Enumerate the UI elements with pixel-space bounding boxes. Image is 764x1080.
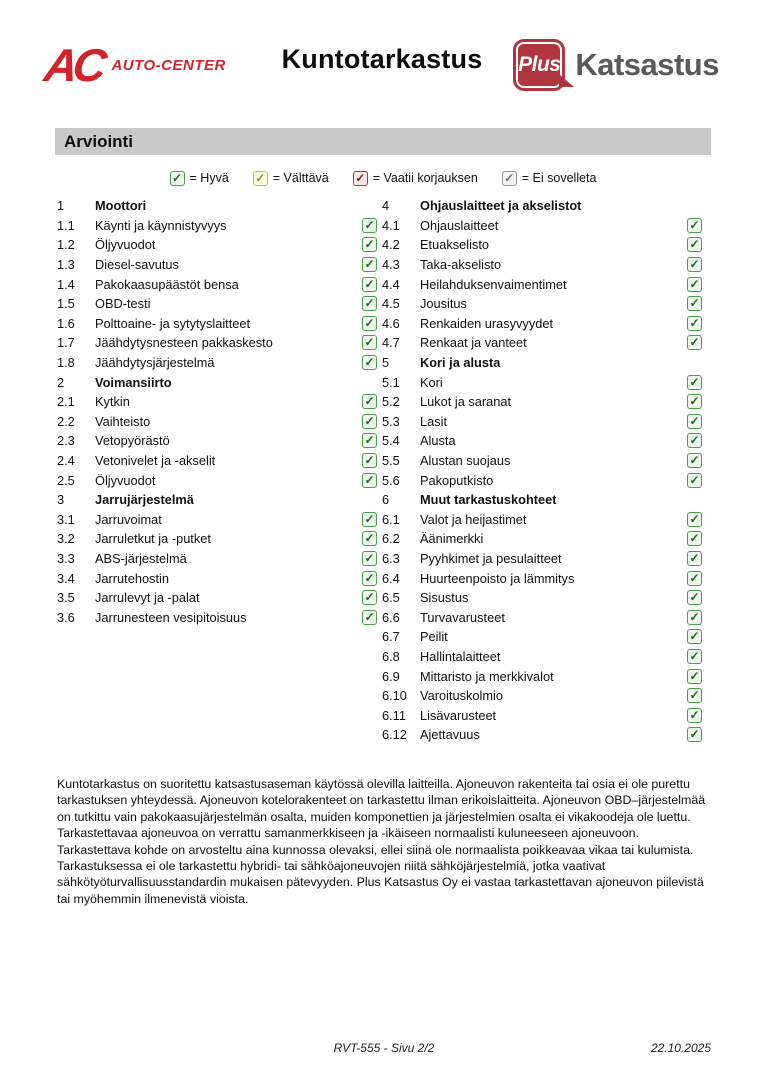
checklist-item [57, 607, 377, 627]
checklist-item [382, 568, 702, 588]
item-label: Jousitus [420, 296, 467, 312]
checklist-item [57, 529, 377, 549]
checklist-item [57, 392, 377, 412]
checklist-item [57, 353, 377, 373]
item-number: 6.3 [382, 550, 400, 566]
item-label: Käynti ja käynnistyvyys [95, 217, 227, 233]
item-label: Jäähdytysnesteen pakkaskesto [95, 335, 273, 351]
checklist-item [382, 431, 702, 451]
item-number: 1.1 [57, 217, 75, 233]
item-status-slot [685, 237, 702, 252]
item-number: 6.7 [382, 629, 400, 645]
checkbox-good-icon: ✓ [687, 375, 702, 390]
item-number: 3.4 [57, 570, 75, 586]
item-status-slot [360, 394, 377, 409]
item-number: 2.1 [57, 394, 75, 410]
item-status-slot [360, 355, 377, 370]
checkbox-good-icon: ✓ [687, 414, 702, 429]
item-number: 4.6 [382, 315, 400, 331]
item-number: 1.5 [57, 296, 75, 312]
item-number: 3.3 [57, 550, 75, 566]
item-status-slot [360, 453, 377, 468]
item-status-slot [360, 414, 377, 429]
item-label: Etuakselisto [420, 237, 489, 253]
item-number: 5.6 [382, 472, 400, 488]
item-number: 5.4 [382, 433, 400, 449]
item-number: 6.10 [382, 688, 407, 704]
item-status-slot [685, 218, 702, 233]
item-number: 2.3 [57, 433, 75, 449]
checklist-item [382, 705, 702, 725]
item-label: Jarruletkut ja -putket [95, 531, 211, 547]
item-number: 1.7 [57, 335, 75, 351]
item-number: 4 [382, 198, 390, 214]
checklist-item [382, 510, 702, 530]
item-label: Valot ja heijastimet [420, 511, 527, 527]
page-title: Kuntotarkastus [281, 44, 483, 74]
item-status-slot [360, 531, 377, 546]
checkbox-good-icon: ✓ [687, 218, 702, 233]
item-number: 1.4 [57, 276, 75, 292]
checklist-section-header [57, 490, 377, 510]
checklist-item [57, 510, 377, 530]
item-status-slot [360, 433, 377, 448]
item-label: Lasit [420, 413, 448, 429]
checklist-column-left [57, 196, 377, 627]
checkbox-good-icon: ✓ [687, 629, 702, 644]
checkbox-good-icon: ✓ [687, 531, 702, 546]
legend-label: = Ei sovelleta [521, 171, 597, 185]
checklist-item [57, 294, 377, 314]
checklist-item [57, 255, 377, 275]
checklist-column-right [382, 196, 702, 745]
checklist-item [57, 588, 377, 608]
item-status-slot [685, 610, 702, 625]
checkbox-good-icon: ✓ [687, 708, 702, 723]
checkbox-good-icon: ✓ [687, 649, 702, 664]
checkbox-good-icon: ✓ [687, 512, 702, 527]
report-date: 22.10.2025 [650, 1041, 711, 1055]
item-status-slot [685, 335, 702, 350]
item-number: 6.2 [382, 531, 400, 547]
legend-label: = Välttävä [272, 171, 329, 185]
item-status-slot [685, 571, 702, 586]
item-label: Hallintalaitteet [420, 648, 501, 664]
checklist-item [382, 314, 702, 334]
checkbox-repair-icon: ✓ [353, 171, 368, 186]
checkbox-good-icon: ✓ [362, 590, 377, 605]
item-label: Vetonivelet ja -akselit [95, 453, 216, 469]
checklist-section-header [382, 196, 702, 216]
item-label: OBD-testi [95, 296, 151, 312]
checklist-item [382, 216, 702, 236]
item-status-slot [685, 727, 702, 742]
item-status-slot [685, 669, 702, 684]
checklist-item [57, 333, 377, 353]
item-label: Pakokaasupäästöt bensa [95, 276, 239, 292]
checkbox-good-icon: ✓ [687, 727, 702, 742]
checkbox-good-icon: ✓ [687, 590, 702, 605]
item-number: 2.5 [57, 472, 75, 488]
checklist-item [57, 314, 377, 334]
checkbox-na-icon: ✓ [502, 171, 517, 186]
item-number: 6.12 [382, 727, 407, 743]
item-label: Vaihteisto [95, 413, 151, 429]
item-status-slot [360, 610, 377, 625]
item-label: Jarrunesteen vesipitoisuus [95, 609, 247, 625]
checkbox-good-icon: ✓ [362, 335, 377, 350]
report-header [41, 36, 719, 100]
item-status-slot [360, 218, 377, 233]
checklist-item [382, 647, 702, 667]
item-status-slot [685, 629, 702, 644]
item-number: 6.4 [382, 570, 400, 586]
item-label: Alusta [420, 433, 456, 449]
item-number: 4.4 [382, 276, 400, 292]
item-status-slot [685, 473, 702, 488]
legend-item-good [170, 171, 229, 186]
item-label: Turvavarusteet [420, 609, 505, 625]
checklist-item [57, 549, 377, 569]
item-status-slot [685, 277, 702, 292]
checkbox-good-icon: ✓ [362, 257, 377, 272]
checkbox-good-icon: ✓ [362, 610, 377, 625]
item-number: 5.2 [382, 394, 400, 410]
plus-badge-text: Plus [518, 53, 561, 76]
item-label: Jarruvoimat [95, 511, 162, 527]
item-number: 3.2 [57, 531, 75, 547]
item-label: Varoituskolmio [420, 688, 503, 704]
item-number: 2.4 [57, 453, 75, 469]
checkbox-good-icon: ✓ [362, 531, 377, 546]
auto-center-logo-text: AUTO-CENTER [111, 56, 226, 74]
item-number: 5.1 [382, 374, 400, 390]
item-number: 3.1 [57, 511, 75, 527]
checkbox-good-icon: ✓ [687, 316, 702, 331]
item-status-slot [685, 394, 702, 409]
item-label: Jarrutehostin [95, 570, 169, 586]
item-label: Huurteenpoisto ja lämmitys [420, 570, 575, 586]
checklist-item [382, 725, 702, 745]
checkbox-good-icon: ✓ [170, 171, 185, 186]
item-number: 5.3 [382, 413, 400, 429]
item-number: 3.6 [57, 609, 75, 625]
checkbox-good-icon: ✓ [362, 218, 377, 233]
disclaimer-text: Kuntotarkastus on suoritettu katsastusaseman käytössä olevilla laitteilla. Ajoneuvon rakenteita tai osia ei ole purettu tarkastuksen yhteydessä. Ajoneuvon kotelorakenteet on tarkastettu ilman erikoislaitteita. Ajoneuvon OBD–järjestelmää on tutkittu vain pakokaasujärjestelmän osalta, muiden komponettien ja järjestelmien osalta ei vikakoodeja ole luettu. Tarkastettavaa ajoneuvoa on verrattu samanmerkkiseen ja -ikäiseen normaalisti kuluneeseen ajoneuvoon. Tarkastettava kohde on arvosteltu aina kunnossa olevaksi, ellei siinä ole normaalista poikkeavaa vikaa tai kulumista. Tarkastuksessa ei ole tarkastettu hybridi- tai sähköajoneuvojen niitä sähköjärjestelmiä, jotka vaativat sähkötyöturvallisuusstandardin mukaisen pätevyyden. Plus Katsastus Oy ei vastaa tarkastettavan ajoneuvon piilevistä tai myöhemmin ilmenevistä vioista. [57, 777, 706, 906]
checklist-section-header [57, 196, 377, 216]
item-label: Diesel-savutus [95, 257, 179, 273]
item-number: 1.8 [57, 355, 75, 371]
item-status-slot [360, 512, 377, 527]
item-label: Kori [420, 374, 443, 390]
item-label: Jäähdytysjärjestelmä [95, 355, 215, 371]
checkbox-good-icon: ✓ [362, 512, 377, 527]
checkbox-good-icon: ✓ [687, 453, 702, 468]
item-label: Ohjauslaitteet ja akselistot [420, 198, 582, 214]
legend-label: = Hyvä [189, 171, 229, 185]
checkbox-good-icon: ✓ [362, 296, 377, 311]
section-header-arviointi [55, 128, 711, 155]
checkbox-good-icon: ✓ [687, 296, 702, 311]
item-status-slot [360, 571, 377, 586]
section-header-label: Arviointi [64, 131, 133, 151]
item-label: Moottori [95, 198, 147, 214]
item-label: Pakoputkisto [420, 472, 494, 488]
item-number: 6.9 [382, 668, 400, 684]
item-label: ABS-järjestelmä [95, 550, 187, 566]
item-number: 5 [382, 355, 390, 371]
item-label: Muut tarkastuskohteet [420, 492, 557, 508]
item-number: 3.5 [57, 590, 75, 606]
checkbox-good-icon: ✓ [362, 571, 377, 586]
item-number: 6.11 [382, 707, 406, 723]
item-label: Äänimerkki [420, 531, 484, 547]
item-number: 5.5 [382, 453, 400, 469]
checkbox-good-icon: ✓ [687, 277, 702, 292]
checklist-item [57, 431, 377, 451]
checkbox-good-icon: ✓ [687, 571, 702, 586]
legend-label: = Vaatii korjauksen [372, 171, 478, 185]
item-status-slot [360, 590, 377, 605]
item-label: Sisustus [420, 590, 469, 606]
legend-item-fair [253, 171, 329, 186]
checkbox-fair-icon: ✓ [253, 171, 268, 186]
checklist-item [382, 451, 702, 471]
checkbox-good-icon: ✓ [687, 669, 702, 684]
item-number: 4.1 [382, 217, 400, 233]
checklist-item [382, 274, 702, 294]
item-label: Polttoaine- ja sytytyslaitteet [95, 315, 251, 331]
item-label: Renkaat ja vanteet [420, 335, 527, 351]
status-legend [55, 169, 711, 187]
checklist-item [382, 627, 702, 647]
plus-badge-icon [513, 39, 565, 91]
checklist-item [382, 666, 702, 686]
item-status-slot [685, 531, 702, 546]
checkbox-good-icon: ✓ [687, 688, 702, 703]
checkbox-good-icon: ✓ [362, 394, 377, 409]
item-label: Jarrujärjestelmä [95, 492, 194, 508]
item-status-slot [685, 453, 702, 468]
item-status-slot [360, 237, 377, 252]
item-number: 6 [382, 492, 390, 508]
checkbox-good-icon: ✓ [687, 257, 702, 272]
item-label: Voimansiirto [95, 374, 172, 390]
item-status-slot [685, 316, 702, 331]
item-status-slot [360, 335, 377, 350]
item-status-slot [685, 688, 702, 703]
item-number: 3 [57, 492, 65, 508]
checkbox-good-icon: ✓ [362, 237, 377, 252]
checklist-item [57, 470, 377, 490]
item-status-slot [360, 473, 377, 488]
checkbox-good-icon: ✓ [687, 551, 702, 566]
item-status-slot [685, 512, 702, 527]
checklist-item [382, 372, 702, 392]
item-status-slot [685, 296, 702, 311]
item-label: Lukot ja saranat [420, 394, 512, 410]
checklist-item [382, 235, 702, 255]
item-number: 6.1 [382, 511, 400, 527]
item-label: Peilit [420, 629, 448, 645]
checklist-item [382, 549, 702, 569]
item-status-slot [685, 649, 702, 664]
checklist-item [382, 588, 702, 608]
item-number: 4.5 [382, 296, 400, 312]
plus-katsastus-logo [513, 36, 719, 94]
checkbox-good-icon: ✓ [362, 551, 377, 566]
auto-center-logo-icon: AC [41, 39, 106, 91]
checkbox-good-icon: ✓ [362, 316, 377, 331]
checkbox-good-icon: ✓ [687, 473, 702, 488]
checklist-item [382, 333, 702, 353]
item-label: Jarrulevyt ja -palat [95, 590, 200, 606]
checkbox-good-icon: ✓ [362, 414, 377, 429]
item-label: Ohjauslaitteet [420, 217, 499, 233]
checklist-item [57, 451, 377, 471]
checkbox-good-icon: ✓ [362, 277, 377, 292]
item-number: 6.5 [382, 590, 400, 606]
item-status-slot [360, 551, 377, 566]
checklist-section-header [382, 353, 702, 373]
item-number: 1.6 [57, 315, 75, 331]
item-number: 1 [57, 198, 65, 214]
item-number: 4.3 [382, 257, 400, 273]
page-footer [57, 1041, 711, 1057]
item-label: Kytkin [95, 394, 130, 410]
checklist-section-header [382, 490, 702, 510]
checkbox-good-icon: ✓ [362, 453, 377, 468]
item-label: Öljyvuodot [95, 472, 156, 488]
item-status-slot [685, 590, 702, 605]
item-label: Renkaiden urasyvyydet [420, 315, 554, 331]
item-number: 1.3 [57, 257, 75, 273]
checklist-item [57, 274, 377, 294]
item-number: 2.2 [57, 413, 75, 429]
checklist-item [382, 255, 702, 275]
item-label: Vetopyörästö [95, 433, 170, 449]
document-id-page-number: RVT-555 - Sivu 2/2 [333, 1041, 435, 1055]
item-status-slot [360, 257, 377, 272]
checkbox-good-icon: ✓ [362, 433, 377, 448]
checklist-item [57, 235, 377, 255]
checkbox-good-icon: ✓ [362, 473, 377, 488]
katsastus-logo-text: Katsastus [575, 47, 719, 82]
checklist-item [57, 568, 377, 588]
checkbox-good-icon: ✓ [362, 355, 377, 370]
item-number: 1.2 [57, 237, 75, 253]
item-status-slot [360, 316, 377, 331]
item-number: 4.7 [382, 335, 400, 351]
item-status-slot [685, 414, 702, 429]
checklist-item [382, 470, 702, 490]
item-label: Lisävarusteet [420, 707, 497, 723]
item-status-slot [685, 551, 702, 566]
checkbox-good-icon: ✓ [687, 394, 702, 409]
item-number: 4.2 [382, 237, 400, 253]
item-status-slot [685, 257, 702, 272]
item-label: Alustan suojaus [420, 453, 511, 469]
checkbox-good-icon: ✓ [687, 335, 702, 350]
item-label: Kori ja alusta [420, 355, 501, 371]
checklist-item [382, 529, 702, 549]
item-label: Ajettavuus [420, 727, 480, 743]
item-status-slot [685, 433, 702, 448]
item-number: 2 [57, 374, 65, 390]
checklist-item [382, 412, 702, 432]
checklist-item [382, 392, 702, 412]
item-status-slot [685, 708, 702, 723]
item-number: 6.8 [382, 648, 400, 664]
checkbox-good-icon: ✓ [687, 237, 702, 252]
checklist-item [57, 216, 377, 236]
item-label: Öljyvuodot [95, 237, 156, 253]
item-label: Heilahduksenvaimentimet [420, 276, 567, 292]
checklist-section-header [57, 372, 377, 392]
checklist-item [382, 686, 702, 706]
item-label: Taka-akselisto [420, 257, 502, 273]
checkbox-good-icon: ✓ [687, 610, 702, 625]
item-label: Pyyhkimet ja pesulaitteet [420, 550, 562, 566]
legend-item-na [502, 171, 597, 186]
checklist-item [382, 607, 702, 627]
item-status-slot [360, 296, 377, 311]
item-status-slot [360, 277, 377, 292]
checklist-item [57, 412, 377, 432]
item-number: 6.6 [382, 609, 400, 625]
checkbox-good-icon: ✓ [687, 433, 702, 448]
item-status-slot [685, 375, 702, 390]
item-label: Mittaristo ja merkkivalot [420, 668, 554, 684]
legend-item-repair [353, 171, 478, 186]
checklist-item [382, 294, 702, 314]
